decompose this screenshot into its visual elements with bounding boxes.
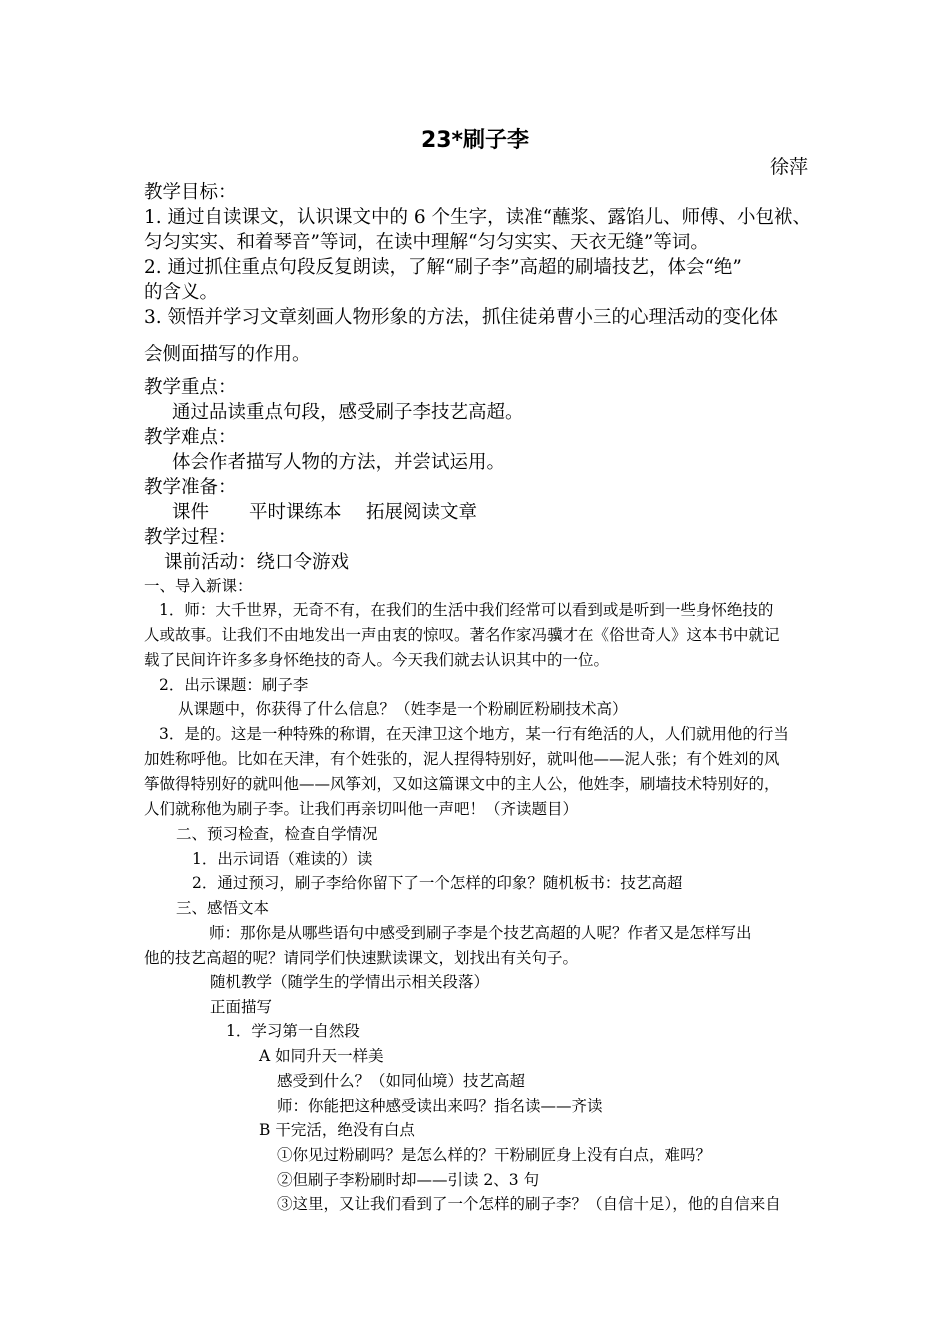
- key-point-heading: 教学重点：: [144, 377, 237, 398]
- page-title: 23*刷子李: [420, 128, 530, 153]
- preparation-heading: 教学准备：: [144, 477, 237, 498]
- paragraph-line: 1．出示词语（难读的）读: [192, 850, 373, 868]
- author-name: 徐萍: [769, 156, 808, 178]
- objective-line: 1. 通过自读课文，认识课文中的 6 个生字，读准“蘸浆、露馅儿、师傅、小包袱、: [144, 207, 812, 228]
- objective-line: 会侧面描写的作用。: [144, 344, 311, 365]
- objectives-heading: 教学目标：: [144, 182, 237, 203]
- paragraph-line: 载了民间许许多多身怀绝技的奇人。今天我们就去认识其中的一位。: [144, 651, 610, 669]
- paragraph-line: 人们就称他为刷子李。让我们再亲切叫他一声吧！（齐读题目）: [144, 800, 579, 818]
- paragraph-line: 从课题中，你获得了什么信息？（姓李是一个粉刷匠粉刷技术高）: [178, 700, 628, 718]
- section-title: 三、感悟文本: [176, 899, 270, 917]
- paragraph-line: 1．师：大千世界，无奇不有，在我们的生活中我们经常可以看到或是听到一些身怀绝技的: [159, 601, 774, 619]
- objective-line: 的含义。: [144, 282, 219, 303]
- objective-line: 2. 通过抓住重点句段反复朗读，了解“刷子李”高超的刷墙技艺，体会“绝”: [144, 257, 742, 278]
- pre-class-activity: 课前活动：绕口令游戏: [164, 552, 350, 573]
- difficulty-text: 体会作者描写人物的方法，并尝试运用。: [172, 452, 506, 473]
- paragraph-line: ③这里，又让我们看到了一个怎样的刷子李？（自信十足），他的自信来自: [277, 1195, 781, 1213]
- key-point-text: 通过品读重点句段，感受刷子李技艺高超。: [172, 402, 524, 423]
- paragraph-line: 1．学习第一自然段: [226, 1022, 360, 1040]
- paragraph-line: 感受到什么？（如同仙境）技艺高超: [277, 1072, 526, 1090]
- paragraph-line: 2．通过预习，刷子李给你留下了一个怎样的印象？随机板书：技艺高超: [192, 874, 683, 892]
- paragraph-line: 随机教学（随学生的学情出示相关段落）: [210, 973, 490, 991]
- preparation-item: 平时课练本: [249, 502, 342, 523]
- section-title: 二、预习检查，检查自学情况: [176, 825, 378, 843]
- preparation-item: 课件: [172, 502, 210, 523]
- objective-line: 3. 领悟并学习文章刻画人物形象的方法，抓住徒弟曹小三的心理活动的变化体: [144, 307, 779, 328]
- difficulty-heading: 教学难点：: [144, 427, 237, 448]
- paragraph-line: A 如同升天一样美: [259, 1047, 384, 1065]
- paragraph-line: 人或故事。让我们不由地发出一声由衷的惊叹。著名作家冯骥才在《俗世奇人》这本书中就记: [144, 626, 780, 644]
- paragraph-line: B 干完活，绝没有白点: [259, 1121, 415, 1139]
- paragraph-line: 正面描写: [210, 998, 273, 1016]
- paragraph-line: 师：那你是从哪些语句中感受到刷子李是个技艺高超的人呢？作者又是怎样写出: [209, 924, 752, 942]
- paragraph-line: 3．是的。这是一种特殊的称谓，在天津卫这个地方，某一行有绝活的人，人们就用他的行当: [159, 725, 789, 743]
- preparation-item: 拓展阅读文章: [366, 502, 478, 523]
- section-title: 一、导入新课：: [144, 577, 253, 595]
- paragraph-line: 加姓称呼他。比如在天津，有个姓张的，泥人捏得特别好，就叫他——泥人张；有个姓刘的风: [144, 750, 780, 768]
- paragraph-line: 筝做得特别好的就叫他——风筝刘，又如这篇课文中的主人公，他姓李，刷墙技术特别好的，: [144, 775, 780, 793]
- process-heading: 教学过程：: [144, 527, 237, 548]
- paragraph-line: 师：你能把这种感受读出来吗？指名读——齐读: [277, 1097, 603, 1115]
- paragraph-line: 2．出示课题：刷子李: [159, 676, 309, 694]
- paragraph-line: ②但刷子李粉刷时却——引读 2、3 句: [277, 1171, 540, 1189]
- paragraph-line: ①你见过粉刷吗？是怎么样的？干粉刷匠身上没有白点，难吗？: [277, 1146, 712, 1164]
- objective-line: 匀匀实实、和着琴音”等词，在读中理解“匀匀实实、天衣无缝”等词。: [144, 232, 709, 253]
- paragraph-line: 他的技艺高超的呢？请同学们快速默读课文，划找出有关句子。: [144, 949, 579, 967]
